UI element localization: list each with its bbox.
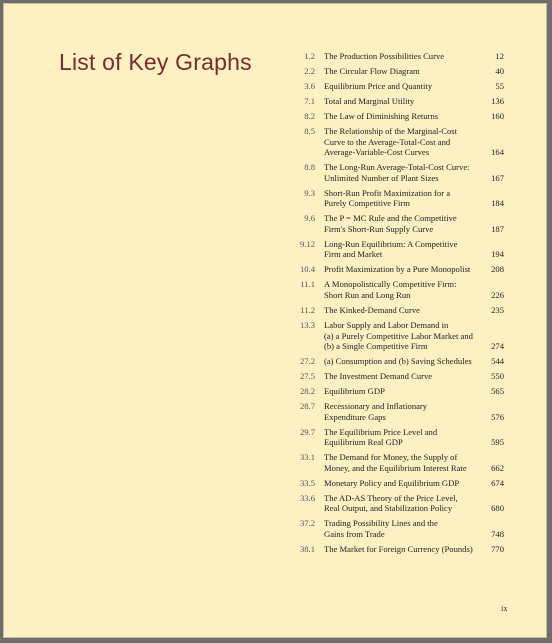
- graph-title: [324, 493, 481, 514]
- figure-number: 8.2: [304, 110, 315, 121]
- graph-title-line: The Long-Run Average-Total-Cost Curve:: [324, 162, 470, 173]
- graph-title-line: The Production Possibilities Curve: [324, 51, 445, 61]
- graph-title-line: The Circular Flow Diagram: [324, 65, 420, 76]
- list-item: [293, 279, 511, 300]
- page-number: ix: [501, 603, 508, 613]
- page-reference: 565: [491, 386, 504, 397]
- graph-title: [324, 51, 481, 62]
- graph-title-line: Curve to the Average-Total-Cost and: [324, 136, 451, 147]
- list-item: [293, 544, 511, 555]
- figure-number: 27.2: [299, 356, 315, 367]
- page-reference: 748: [491, 528, 504, 539]
- page-reference: 40: [495, 65, 504, 76]
- figure-number: 33.1: [299, 452, 315, 463]
- graph-title-line: The Relationship of the Marginal-Cost: [324, 125, 458, 136]
- figure-number: 1.2: [304, 51, 315, 61]
- graph-title-line: Labor Supply and Labor Demand in: [324, 319, 449, 330]
- graph-title-line: Money, and the Equilibrium Interest Rate: [324, 462, 467, 473]
- graph-title-line: Long-Run Equilibrium: A Competitive: [324, 238, 458, 249]
- graph-title-line: Unlimited Number of Plant Sizes: [324, 172, 439, 183]
- page-reference: 194: [491, 249, 504, 260]
- list-item: [293, 356, 511, 367]
- graph-title-line: Gains from Trade: [324, 528, 385, 539]
- list-item: [293, 386, 511, 397]
- graph-title-line: Real Output, and Stabilization Policy: [324, 503, 453, 514]
- graph-title-line: The AD-AS Theory of the Price Level,: [324, 492, 458, 503]
- list-item: [293, 188, 511, 209]
- graph-title: [324, 427, 481, 448]
- figure-number: 29.7: [299, 426, 315, 437]
- page-reference: 576: [491, 411, 504, 422]
- page-title: List of Key Graphs: [59, 49, 252, 75]
- graph-title-line: The P = MC Rule and the Competitive: [324, 213, 457, 224]
- list-item: [293, 401, 511, 422]
- figure-number: 11.1: [300, 279, 315, 290]
- graph-title: [324, 126, 481, 158]
- list-item: [293, 518, 511, 539]
- page-reference: 55: [495, 80, 504, 91]
- page-reference: 136: [491, 95, 504, 106]
- graph-title-line: The Demand for Money, the Supply of: [324, 452, 458, 463]
- page-reference: 160: [491, 110, 504, 121]
- graph-title-line: Total and Marginal Utility: [324, 95, 415, 106]
- figure-number: 7.1: [304, 95, 315, 106]
- page-reference: 595: [491, 437, 504, 448]
- figure-number: 13.3: [299, 319, 315, 330]
- graph-title-line: (a) Consumption and (b) Saving Schedules: [324, 356, 472, 367]
- page-reference: 164: [491, 147, 504, 158]
- list-item: [293, 305, 511, 316]
- graph-title-line: The Law of Diminishing Returns: [324, 110, 439, 121]
- graph-title: [324, 371, 481, 382]
- figure-number: 11.2: [300, 304, 315, 315]
- graph-title-line: Firm's Short-Run Supply Curve: [324, 223, 434, 234]
- graph-title: [324, 518, 481, 539]
- graph-title-line: Expenditure Gaps: [324, 411, 386, 422]
- figure-number: 8.5: [304, 125, 315, 136]
- graph-title: [324, 478, 481, 489]
- list-item: [293, 51, 511, 62]
- page-reference: 235: [491, 304, 504, 315]
- figure-number: 2.2: [304, 65, 315, 76]
- page-reference: 187: [491, 223, 504, 234]
- figure-number: 8.8: [304, 162, 315, 173]
- page-reference: 544: [491, 356, 504, 367]
- graph-title: [324, 162, 481, 183]
- figure-number: 28.2: [299, 386, 315, 397]
- graph-title-line: (b) a Single Competitive Firm: [324, 341, 428, 352]
- list-item: [293, 427, 511, 448]
- graph-title-line: Short Run and Long Run: [324, 289, 411, 300]
- graph-title-line: The Equilibrium Price Level and: [324, 426, 438, 437]
- page-reference: 674: [491, 477, 504, 488]
- graph-title-line: Short-Run Profit Maximization for a: [324, 187, 451, 198]
- list-item: [293, 371, 511, 382]
- graph-title: [324, 356, 481, 367]
- page-reference: 274: [491, 341, 504, 352]
- graph-title: [324, 66, 481, 77]
- list-item: [293, 162, 511, 183]
- figure-number: 33.6: [299, 492, 315, 503]
- figure-number: 10.4: [299, 264, 315, 275]
- list-item: [293, 478, 511, 489]
- figure-number: 28.7: [299, 401, 315, 412]
- list-item: [293, 66, 511, 77]
- page-reference: 208: [491, 264, 504, 275]
- figure-number: 3.6: [304, 80, 315, 91]
- graph-title: [324, 213, 481, 234]
- list-item: [293, 264, 511, 275]
- graph-title-line: (a) a Purely Competitive Labor Market and: [324, 330, 473, 341]
- page-reference: 184: [491, 198, 504, 209]
- graph-title: [324, 401, 481, 422]
- graph-title: [324, 264, 481, 275]
- graph-title: [324, 81, 481, 92]
- graph-title-line: Equilibrium Real GDP: [324, 437, 403, 448]
- figure-number: 9.3: [304, 187, 315, 198]
- figure-number: 9.12: [299, 238, 315, 249]
- graph-title-line: Equilibrium GDP: [324, 386, 385, 397]
- graph-title: [324, 239, 481, 260]
- figure-number: 33.5: [299, 477, 315, 488]
- graph-title-line: The Market for Foreign Currency (Pounds): [324, 543, 473, 554]
- graph-title-line: A Monopolistically Competitive Firm:: [324, 279, 457, 290]
- page-reference: 662: [491, 462, 504, 473]
- graph-title-line: Firm and Market: [324, 249, 383, 260]
- list-item: [293, 111, 511, 122]
- graph-title-line: The Kinked-Demand Curve: [324, 304, 420, 315]
- graph-title: [324, 96, 481, 107]
- list-item: [293, 239, 511, 260]
- graph-title-line: Recessionary and Inflationary: [324, 401, 428, 412]
- graph-title-line: Trading Possibility Lines and the: [324, 518, 438, 529]
- page-reference: 680: [491, 503, 504, 514]
- list-item: [293, 213, 511, 234]
- page-reference: 770: [491, 543, 504, 554]
- graph-title: [324, 544, 481, 555]
- list-item: [293, 452, 511, 473]
- graph-title-line: Equilibrium Price and Quantity: [324, 80, 433, 91]
- graph-title: [324, 305, 481, 316]
- list-item: [293, 96, 511, 107]
- graph-title: [324, 111, 481, 122]
- graph-title: [324, 452, 481, 473]
- list-item: [293, 493, 511, 514]
- page-reference: 550: [491, 371, 504, 382]
- key-graphs-list: [293, 51, 511, 559]
- figure-number: 37.2: [299, 518, 315, 529]
- graph-title: [324, 386, 481, 397]
- graph-title-line: Average-Variable-Cost Curves: [324, 147, 430, 158]
- figure-number: 9.6: [304, 213, 315, 224]
- graph-title-line: Purely Competitive Firm: [324, 198, 410, 209]
- list-item: [293, 81, 511, 92]
- graph-title: [324, 279, 481, 300]
- figure-number: 38.1: [299, 543, 315, 554]
- figure-number: 27.5: [299, 371, 315, 382]
- graph-title-line: Profit Maximization by a Pure Monopolist: [324, 264, 471, 275]
- document-page: [3, 3, 547, 638]
- graph-title: [324, 320, 481, 352]
- list-item: [293, 320, 511, 352]
- list-item: [293, 126, 511, 158]
- page-reference: 167: [491, 172, 504, 183]
- page-reference: 12: [495, 51, 504, 61]
- graph-title-line: Monetary Policy and Equilibrium GDP: [324, 477, 460, 488]
- page-reference: 226: [491, 289, 504, 300]
- graph-title: [324, 188, 481, 209]
- graph-title-line: The Investment Demand Curve: [324, 371, 433, 382]
